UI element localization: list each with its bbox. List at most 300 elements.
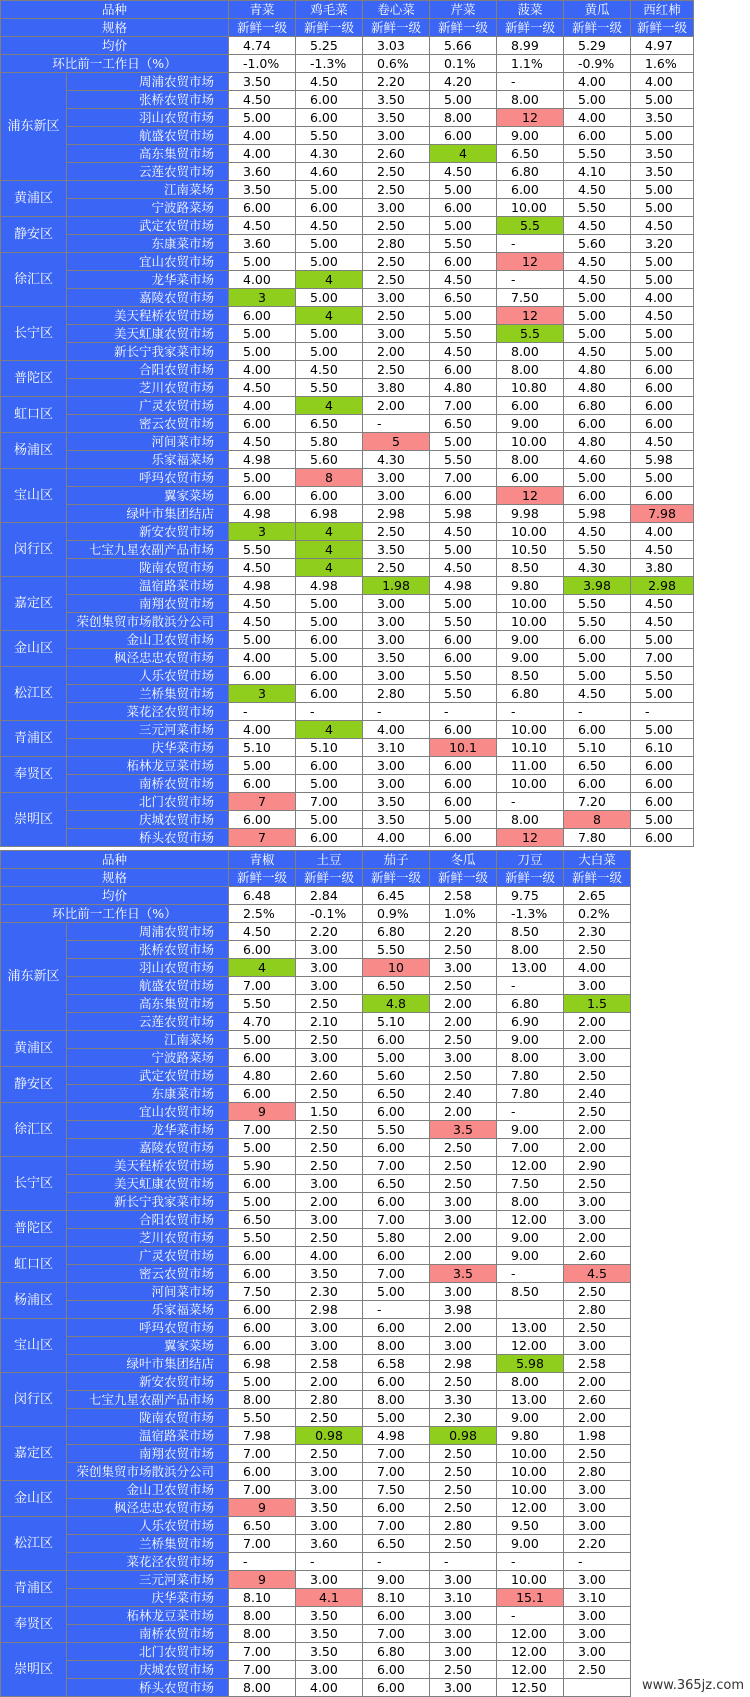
price-cell: 2.50 — [296, 1085, 363, 1103]
price-cell: 3.00 — [430, 1571, 497, 1589]
price-cell: 13.00 — [497, 1319, 564, 1337]
price-cell: 4.00 — [229, 721, 296, 739]
price-cell: 2.60 — [363, 145, 430, 163]
price-cell: 2.50 — [564, 1067, 631, 1085]
market-row — [1, 325, 694, 343]
spec-value: 新鲜一级 — [363, 869, 430, 887]
price-cell: 2.00 — [564, 1031, 631, 1049]
price-cell: 5.00 — [229, 469, 296, 487]
district-name: 青浦区 — [1, 721, 67, 757]
market-row — [1, 739, 694, 757]
district-name: 静安区 — [1, 217, 67, 253]
price-cell: 3.00 — [296, 1481, 363, 1499]
price-cell: 4.30 — [564, 559, 631, 577]
market-row — [1, 1481, 631, 1499]
price-cell: 6.00 — [296, 829, 363, 847]
price-cell: 6.00 — [296, 91, 363, 109]
district-name: 嘉定区 — [1, 577, 67, 631]
price-cell: 6.00 — [229, 811, 296, 829]
price-cell: 5.00 — [229, 343, 296, 361]
price-cell: 10.00 — [497, 433, 564, 451]
market-name: 嘉陵农贸市场 — [67, 289, 229, 307]
price-cell: 2.50 — [296, 1121, 363, 1139]
price-cell: 3.00 — [564, 977, 631, 995]
price-cell: 8.00 — [229, 1391, 296, 1409]
market-name: 呼玛农贸市场 — [67, 469, 229, 487]
price-cell: 2.00 — [296, 1373, 363, 1391]
market-row — [1, 649, 694, 667]
market-row — [1, 1049, 631, 1067]
market-name: 新安农贸市场 — [67, 1373, 229, 1391]
price-cell: 2.00 — [564, 1013, 631, 1031]
market-name: 南翔农贸市场 — [67, 1445, 229, 1463]
price-cell: 9.00 — [497, 649, 564, 667]
average-price-cell: 2.58 — [430, 887, 497, 905]
price-cell: 6.00 — [229, 667, 296, 685]
price-cell: 6.50 — [497, 145, 564, 163]
price-cell: 6.80 — [497, 685, 564, 703]
price-cell: 6.50 — [296, 415, 363, 433]
spec-value: 新鲜一级 — [497, 869, 564, 887]
spec-row — [1, 19, 694, 37]
price-cell: 6.00 — [430, 127, 497, 145]
product-name: 冬瓜 — [430, 851, 497, 869]
price-cell: 2.40 — [430, 1085, 497, 1103]
price-cell: 10.80 — [497, 379, 564, 397]
market-name: 桥头农贸市场 — [67, 1679, 229, 1697]
price-cell: - — [363, 703, 430, 721]
price-cell: 5.98 — [564, 505, 631, 523]
price-cell: 3.00 — [430, 1625, 497, 1643]
price-cell: 2.20 — [296, 923, 363, 941]
price-cell: 6.00 — [363, 1661, 430, 1679]
price-cell: 3.00 — [363, 127, 430, 145]
price-cell: 6.00 — [430, 487, 497, 505]
price-cell: 3.00 — [564, 1607, 631, 1625]
price-cell: 6.50 — [564, 757, 631, 775]
market-row — [1, 235, 694, 253]
price-cell: 5.00 — [229, 1139, 296, 1157]
price-cell: 4.00 — [296, 1247, 363, 1265]
price-cell: 5.10 — [564, 739, 631, 757]
change-cell: 0.9% — [363, 905, 430, 923]
change-cell: 2.5% — [229, 905, 296, 923]
market-row — [1, 1211, 631, 1229]
price-cell-green: 2.98 — [631, 577, 694, 595]
market-name: 庆华菜市场 — [67, 1589, 229, 1607]
price-cell: 2.98 — [296, 1301, 363, 1319]
price-cell: 5.00 — [430, 217, 497, 235]
price-cell: 8.00 — [497, 343, 564, 361]
market-name: 枫泾忠忠农贸市场 — [67, 1499, 229, 1517]
price-cell: - — [497, 1553, 564, 1571]
price-cell: 3.00 — [296, 977, 363, 995]
price-cell: 2.50 — [296, 1139, 363, 1157]
price-cell: 8.00 — [497, 451, 564, 469]
price-cell: 3.50 — [631, 145, 694, 163]
price-cell: 2.00 — [430, 995, 497, 1013]
market-name: 绿叶市集团结店 — [67, 1355, 229, 1373]
market-row — [1, 941, 631, 959]
market-name: 密云农贸市场 — [67, 1265, 229, 1283]
price-cell: 10.00 — [497, 1571, 564, 1589]
average-price-cell: 9.75 — [497, 887, 564, 905]
price-cell: 2.00 — [430, 1247, 497, 1265]
average-price-cell: 8.99 — [497, 37, 564, 55]
price-cell: 7.20 — [564, 793, 631, 811]
average-price-cell: 2.84 — [296, 887, 363, 905]
price-cell: 8.00 — [497, 941, 564, 959]
price-cell: 3.50 — [363, 109, 430, 127]
spec-value: 新鲜一级 — [296, 19, 363, 37]
price-cell: - — [497, 235, 564, 253]
price-cell: - — [564, 1553, 631, 1571]
price-cell-green: 4 — [296, 721, 363, 739]
price-cell: 5.00 — [229, 1193, 296, 1211]
price-cell: 5.00 — [296, 181, 363, 199]
price-cell: 5.50 — [430, 451, 497, 469]
price-cell: 4.50 — [296, 73, 363, 91]
market-row — [1, 1301, 631, 1319]
price-cell: 8.00 — [363, 1391, 430, 1409]
price-cell: 6.00 — [296, 109, 363, 127]
price-cell: 3.50 — [363, 541, 430, 559]
price-cell-green: 4 — [296, 397, 363, 415]
price-cell: 9.80 — [497, 577, 564, 595]
price-cell: 8.00 — [497, 91, 564, 109]
price-cell: 4.50 — [564, 343, 631, 361]
price-cell: 5.00 — [296, 595, 363, 613]
change-cell: -1.0% — [229, 55, 296, 73]
price-cell: 5.50 — [430, 235, 497, 253]
market-name: 桥头农贸市场 — [67, 829, 229, 847]
price-cell: 2.50 — [564, 1175, 631, 1193]
price-cell: 5.50 — [564, 541, 631, 559]
price-cell: 2.90 — [564, 1157, 631, 1175]
price-cell: 2.50 — [363, 271, 430, 289]
price-cell: 2.50 — [363, 559, 430, 577]
market-row — [1, 361, 694, 379]
price-cell: 6.00 — [631, 793, 694, 811]
market-row — [1, 829, 694, 847]
price-cell: 4.00 — [296, 1679, 363, 1697]
market-row — [1, 1679, 631, 1697]
market-row — [1, 577, 694, 595]
change-row — [1, 55, 694, 73]
price-cell: 2.50 — [430, 1067, 497, 1085]
price-cell: 2.50 — [363, 253, 430, 271]
spec-value: 新鲜一级 — [497, 19, 564, 37]
market-name: 乐家福菜场 — [67, 1301, 229, 1319]
market-row — [1, 559, 694, 577]
price-cell: 6.00 — [296, 631, 363, 649]
price-cell: 1.98 — [564, 1427, 631, 1445]
price-cell: 2.50 — [363, 307, 430, 325]
price-cell: 3.00 — [564, 1625, 631, 1643]
price-cell: 8.00 — [229, 1607, 296, 1625]
market-row — [1, 199, 694, 217]
price-cell: 2.20 — [430, 923, 497, 941]
price-cell: 2.00 — [430, 1229, 497, 1247]
market-row — [1, 1193, 631, 1211]
price-cell: 5.00 — [631, 325, 694, 343]
market-row — [1, 685, 694, 703]
market-name: 三元河菜市场 — [67, 1571, 229, 1589]
price-cell: 2.50 — [430, 977, 497, 995]
price-cell-red: 7 — [229, 829, 296, 847]
market-name: 武定农贸市场 — [67, 217, 229, 235]
price-cell-green: 4 — [296, 559, 363, 577]
price-cell: 7.80 — [497, 1067, 564, 1085]
price-cell: - — [229, 703, 296, 721]
price-cell-red: 12 — [497, 829, 564, 847]
market-name: 江南菜场 — [67, 181, 229, 199]
market-row — [1, 343, 694, 361]
price-cell: 7.00 — [229, 1121, 296, 1139]
price-cell: 6.00 — [430, 829, 497, 847]
market-name: 河间菜市场 — [67, 433, 229, 451]
price-cell: 3.50 — [363, 649, 430, 667]
price-cell-red: 12 — [497, 253, 564, 271]
price-cell: 12.00 — [497, 1499, 564, 1517]
price-cell: 6.00 — [363, 1031, 430, 1049]
market-name: 美天虹康农贸市场 — [67, 1175, 229, 1193]
price-cell: 2.50 — [363, 163, 430, 181]
price-cell: 3.50 — [296, 1265, 363, 1283]
market-row — [1, 1535, 631, 1553]
district-name: 黄浦区 — [1, 181, 67, 217]
price-cell-red: 15.1 — [497, 1589, 564, 1607]
price-cell: 1.50 — [296, 1103, 363, 1121]
price-cell: 4.80 — [564, 379, 631, 397]
price-cell: 4.80 — [229, 1067, 296, 1085]
price-cell: 7.00 — [631, 649, 694, 667]
price-cell: - — [497, 73, 564, 91]
price-cell: 9.00 — [497, 1229, 564, 1247]
price-cell: 3.00 — [363, 487, 430, 505]
market-row — [1, 1553, 631, 1571]
price-cell: 6.00 — [363, 1103, 430, 1121]
market-name: 南桥农贸市场 — [67, 775, 229, 793]
market-row — [1, 541, 694, 559]
price-cell: 5.98 — [631, 451, 694, 469]
price-cell: 5.50 — [430, 613, 497, 631]
price-cell: 3.50 — [363, 91, 430, 109]
price-cell: 4.50 — [229, 379, 296, 397]
price-cell: 6.80 — [564, 397, 631, 415]
price-cell: 9.00 — [497, 1247, 564, 1265]
price-cell: 5.00 — [631, 199, 694, 217]
change-cell: 0.2% — [564, 905, 631, 923]
price-cell: 5.90 — [229, 1157, 296, 1175]
price-cell: 8.00 — [229, 1625, 296, 1643]
price-cell: 5.00 — [631, 271, 694, 289]
price-cell: 6.00 — [430, 199, 497, 217]
price-cell: 9.50 — [497, 1517, 564, 1535]
price-cell: 4.50 — [229, 217, 296, 235]
price-cell: 7.00 — [229, 1535, 296, 1553]
price-cell: 6.00 — [497, 397, 564, 415]
price-cell: 4.50 — [564, 523, 631, 541]
market-name: 北门农贸市场 — [67, 793, 229, 811]
price-cell: 6.50 — [229, 1517, 296, 1535]
price-cell: 3.50 — [296, 1607, 363, 1625]
average-price-cell: 5.29 — [564, 37, 631, 55]
price-cell: 5.00 — [296, 649, 363, 667]
market-name: 宜山农贸市场 — [67, 1103, 229, 1121]
price-cell: 2.80 — [363, 685, 430, 703]
price-cell: 5.50 — [430, 667, 497, 685]
market-row — [1, 721, 694, 739]
market-name: 新长宁我家菜市场 — [67, 343, 229, 361]
price-cell: 5.60 — [363, 1067, 430, 1085]
spec-value: 新鲜一级 — [430, 869, 497, 887]
price-cell-green: 0.98 — [430, 1427, 497, 1445]
price-cell: 3.00 — [363, 613, 430, 631]
price-cell: 9.00 — [497, 415, 564, 433]
price-cell: 4.00 — [631, 289, 694, 307]
market-row — [1, 415, 694, 433]
price-cell: 4.98 — [430, 577, 497, 595]
price-cell: 6.00 — [564, 775, 631, 793]
price-cell: 6.00 — [363, 1247, 430, 1265]
district-name: 奉贤区 — [1, 757, 67, 793]
price-cell: 4.20 — [430, 73, 497, 91]
market-row — [1, 631, 694, 649]
price-cell: 2.98 — [430, 1355, 497, 1373]
market-name: 云莲农贸市场 — [67, 1013, 229, 1031]
market-name: 羽山农贸市场 — [67, 109, 229, 127]
district-name: 杨浦区 — [1, 433, 67, 469]
spec-value: 新鲜一级 — [564, 869, 631, 887]
price-cell: 2.50 — [564, 1283, 631, 1301]
price-cell: 6.00 — [363, 1499, 430, 1517]
price-cell: 4.50 — [430, 271, 497, 289]
price-cell-green: 4 — [296, 271, 363, 289]
market-name: 高东集贸市场 — [67, 145, 229, 163]
price-cell: 4.50 — [631, 613, 694, 631]
price-cell: 5.00 — [631, 343, 694, 361]
price-cell: - — [564, 703, 631, 721]
price-cell: 4.00 — [229, 649, 296, 667]
spec-value: 新鲜一级 — [229, 869, 296, 887]
price-cell: 6.00 — [631, 379, 694, 397]
price-cell: 5.60 — [296, 451, 363, 469]
price-cell: 5.10 — [296, 739, 363, 757]
price-cell: 6.00 — [564, 721, 631, 739]
price-cell: 6.00 — [430, 649, 497, 667]
price-cell-green: 4 — [430, 145, 497, 163]
district-name: 杨浦区 — [1, 1283, 67, 1319]
price-cell: 5.00 — [631, 811, 694, 829]
market-row — [1, 1355, 631, 1373]
price-cell: 4.00 — [564, 73, 631, 91]
price-cell: 6.00 — [229, 775, 296, 793]
price-cell: 12.50 — [497, 1679, 564, 1697]
district-name: 金山区 — [1, 1481, 67, 1517]
price-cell: 2.00 — [564, 1139, 631, 1157]
price-cell: 4.00 — [631, 523, 694, 541]
price-cell: 3.60 — [296, 1535, 363, 1553]
price-cell: 3.00 — [430, 1337, 497, 1355]
district-name: 长宁区 — [1, 1157, 67, 1211]
price-cell: 6.00 — [296, 757, 363, 775]
spec-row — [1, 869, 631, 887]
price-cell: 5.00 — [564, 289, 631, 307]
market-row — [1, 307, 694, 325]
price-cell: 10.00 — [497, 523, 564, 541]
price-cell: 7.00 — [430, 397, 497, 415]
price-cell: 6.00 — [430, 757, 497, 775]
price-cell: 4.00 — [229, 397, 296, 415]
price-cell: 4.30 — [296, 145, 363, 163]
market-row — [1, 613, 694, 631]
price-cell: 7.80 — [497, 1085, 564, 1103]
price-cell: - — [497, 271, 564, 289]
price-table-1 — [0, 0, 694, 847]
market-name: 柘林龙豆菜市场 — [67, 757, 229, 775]
market-name: 张桥农贸市场 — [67, 941, 229, 959]
price-cell: 3.50 — [631, 109, 694, 127]
market-name: 河间菜市场 — [67, 1283, 229, 1301]
price-cell: 2.40 — [564, 1085, 631, 1103]
price-cell: 6.00 — [229, 199, 296, 217]
price-cell-red: 9 — [229, 1499, 296, 1517]
price-cell: 10.50 — [497, 541, 564, 559]
price-cell: 2.00 — [363, 343, 430, 361]
price-cell: 7.00 — [229, 977, 296, 995]
price-cell: 6.00 — [363, 1679, 430, 1697]
price-cell: 3.00 — [430, 1283, 497, 1301]
price-cell: 5.00 — [564, 469, 631, 487]
price-cell: 3.00 — [564, 1517, 631, 1535]
price-cell: 3.00 — [363, 325, 430, 343]
spec-value: 新鲜一级 — [631, 19, 694, 37]
price-cell: 5.50 — [229, 541, 296, 559]
price-cell: 5.00 — [229, 757, 296, 775]
price-cell — [564, 1679, 631, 1697]
price-cell: 2.50 — [296, 1409, 363, 1427]
district-name: 普陀区 — [1, 1211, 67, 1247]
district-name: 黄浦区 — [1, 1031, 67, 1067]
price-cell: 5.50 — [229, 1409, 296, 1427]
price-cell: 3.60 — [229, 163, 296, 181]
price-cell: 6.00 — [497, 469, 564, 487]
market-name: 兰桥集贸市场 — [67, 685, 229, 703]
price-cell: 7.00 — [363, 1265, 430, 1283]
price-cell: 6.00 — [430, 253, 497, 271]
price-cell: 6.00 — [363, 1319, 430, 1337]
price-cell: 5.00 — [229, 253, 296, 271]
market-row — [1, 775, 694, 793]
spec-value: 新鲜一级 — [564, 19, 631, 37]
market-name: 云莲农贸市场 — [67, 163, 229, 181]
market-row — [1, 73, 694, 91]
price-cell: 4.50 — [229, 433, 296, 451]
price-cell: 4.30 — [363, 451, 430, 469]
average-price-row — [1, 37, 694, 55]
price-cell: 5.50 — [229, 995, 296, 1013]
product-name: 芹菜 — [430, 1, 497, 19]
market-name: 庆华菜市场 — [67, 739, 229, 757]
price-cell: 2.00 — [564, 1121, 631, 1139]
price-cell: 4.98 — [229, 577, 296, 595]
market-name: 温宿路菜市场 — [67, 1427, 229, 1445]
market-name: 羽山农贸市场 — [67, 959, 229, 977]
change-row — [1, 905, 631, 923]
price-cell: 12.00 — [497, 1643, 564, 1661]
price-cell: 5.98 — [430, 505, 497, 523]
